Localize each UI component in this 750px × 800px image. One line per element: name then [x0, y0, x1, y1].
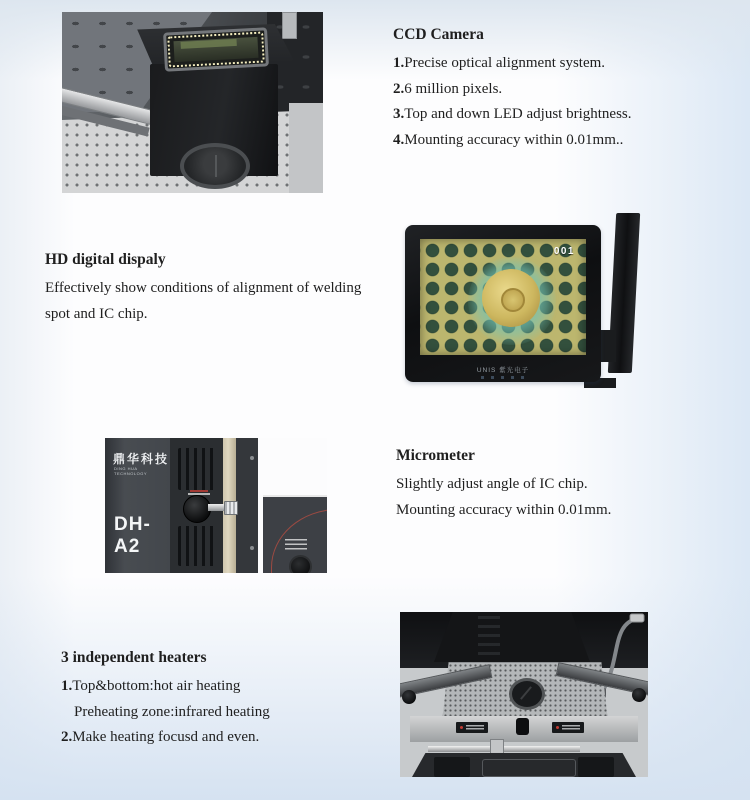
micrometer-section	[396, 447, 731, 523]
feature-line: spot and IC chip.	[45, 305, 148, 322]
camera-led-window	[163, 27, 269, 71]
feature-item	[393, 51, 728, 77]
heater-station-photo	[400, 612, 648, 777]
monitor-frame	[405, 225, 601, 382]
feature-item	[393, 77, 728, 103]
chamber-lid	[434, 612, 590, 662]
lower-control-panel	[412, 753, 636, 777]
section-title: 3 independent heaters	[61, 649, 207, 666]
item-number: 1.	[61, 678, 73, 694]
mount-bracket	[282, 12, 297, 39]
feature-line: Slightly adjust angle of IC chip.	[396, 476, 588, 492]
micrometer-panel-photo	[105, 438, 327, 573]
item-text: 6 million pixels.	[404, 80, 503, 97]
micrometer-stem	[208, 504, 225, 511]
vent-slots-bottom	[178, 526, 218, 566]
panel-pod	[434, 757, 470, 777]
base-plate-edge	[289, 103, 323, 193]
feature-item	[61, 725, 396, 751]
hd-display-photo	[400, 210, 648, 392]
section-title: CCD Camera	[393, 26, 484, 43]
hd-display-section	[45, 251, 390, 327]
brand-english-text: DING HUA TECHNOLOGY	[114, 466, 148, 476]
section-title: HD digital dispaly	[45, 251, 166, 268]
monitor-buttons	[481, 376, 525, 379]
item-text: Precise optical alignment system.	[404, 55, 606, 71]
control-screen-outline	[482, 759, 576, 777]
adjust-knob	[289, 555, 312, 573]
center-knob	[516, 718, 529, 735]
slide-bar	[428, 746, 580, 752]
feature-line: Effectively show conditions of alignment of welding	[45, 280, 362, 296]
ccd-camera-section	[393, 26, 728, 153]
feature-item	[393, 102, 728, 128]
branding-panel	[105, 438, 170, 573]
feature-item	[61, 674, 396, 700]
warning-label	[552, 722, 584, 733]
model-label: DH-A2	[114, 514, 151, 557]
item-text: Make heating focusd and even.	[72, 729, 260, 745]
gold-chip-center	[501, 288, 525, 312]
heater-hole	[509, 678, 545, 710]
monitor-screen	[420, 239, 586, 355]
warning-label	[456, 722, 488, 733]
screw	[250, 456, 254, 460]
red-dot	[556, 726, 559, 729]
item-number: 2.	[393, 80, 405, 97]
micrometer-tip	[224, 501, 238, 515]
item-text: Mounting accuracy within 0.01mm..	[404, 131, 624, 148]
heaters-section	[61, 649, 396, 751]
item-number: 2.	[61, 729, 73, 745]
osd-counter: 001	[553, 246, 575, 257]
chamber-vents	[478, 616, 500, 660]
knob-label-red	[190, 490, 208, 492]
front-frame	[410, 716, 638, 742]
panel-pod	[578, 757, 614, 777]
screw	[250, 546, 254, 550]
item-number: 1.	[393, 55, 405, 71]
label-lines	[466, 725, 484, 730]
rail-knob-right	[632, 688, 646, 702]
rail-knob-left	[402, 690, 416, 704]
red-dot	[460, 726, 463, 729]
section-title: Micrometer	[396, 447, 475, 464]
brand-chinese-text: 鼎华科技	[113, 452, 170, 466]
feature-line: Mounting accuracy within 0.01mm.	[396, 501, 612, 518]
feature-item	[61, 700, 396, 726]
item-number: 4.	[393, 131, 405, 148]
adjacent-control-panel	[263, 495, 327, 573]
monitor-brand-text: UNIS 紫光电子	[476, 367, 530, 374]
vent-slots-top	[178, 448, 218, 490]
fan-blade	[520, 686, 532, 700]
ccd-camera-photo	[62, 12, 323, 193]
tiny-label	[285, 539, 307, 551]
side-panel-strip	[236, 438, 258, 573]
item-number: 3.	[393, 106, 405, 122]
micrometer-knob	[183, 495, 211, 523]
bottom-lens-port	[180, 143, 250, 189]
feature-item	[393, 128, 728, 154]
item-text: Preheating zone:infrared heating	[74, 703, 270, 720]
item-text: Top&bottom:hot air heating	[72, 678, 241, 694]
item-text: Top and down LED adjust brightness.	[404, 106, 632, 122]
label-lines	[562, 725, 580, 730]
lens-mark	[215, 155, 217, 176]
